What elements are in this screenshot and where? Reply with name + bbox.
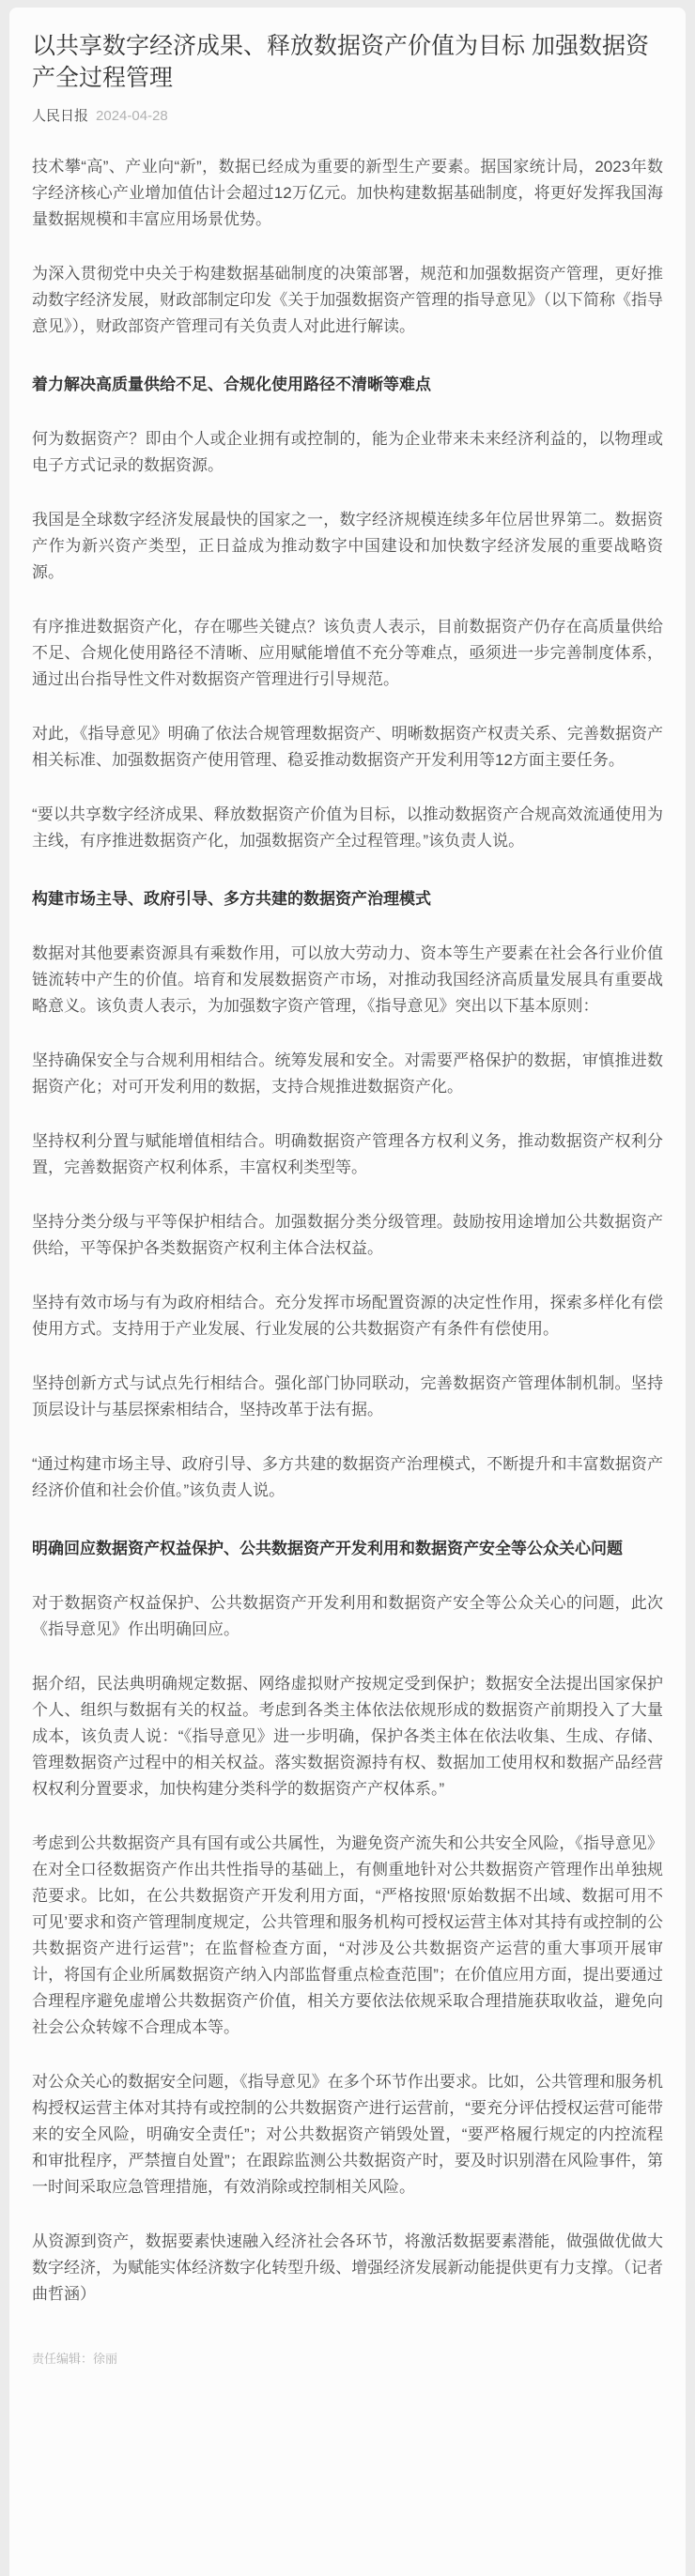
section-heading: 着力解决高质量供给不足、合规化使用路径不清晰等难点 xyxy=(32,376,431,393)
editor-label: 责任编辑： xyxy=(32,2352,94,2366)
paragraph: 我国是全球数字经济发展最快的国家之一，数字经济规模连续多年位居世界第二。数据资产作为新兴资产类型，正日益成为推动数字中国建设和加快数字经济发展的重要战略资源。 xyxy=(32,511,663,581)
editor-name: 徐丽 xyxy=(93,2352,118,2366)
paragraph: 坚持有效市场与有为政府相结合。充分发挥市场配置资源的决定性作用，探索多样化有偿使用方式。支持用于产业发展、行业发展的公共数据资产有条件有偿使用。 xyxy=(32,1294,663,1338)
paragraph: 坚持分类分级与平等保护相结合。加强数据分类分级管理。鼓励按用途增加公共数据资产供给，平等保护各类数据资产权利主体合法权益。 xyxy=(32,1213,663,1257)
paragraph: “要以共享数字经济成果、释放数据资产价值为目标，以推动数据资产合规高效流通使用为主线，有序推进数据资产化，加强数据资产全过程管理。”该负责人说。 xyxy=(32,805,663,850)
article-body xyxy=(32,154,663,2308)
article-source: 人民日报 xyxy=(32,108,89,124)
paragraph: 数据对其他要素资源具有乘数作用，可以放大劳动力、资本等生产要素在社会各行业价值链流转中产生的价值。培育和发展数据资产市场，对推动我国经济高质量发展具有重要战略意义。该负责人表示，为加强数字资产管理，《指导意见》突出以下基本原则： xyxy=(32,944,663,1015)
article-card xyxy=(9,8,686,2576)
paragraph: 对此，《指导意见》明确了依法合规管理数据资产、明晰数据资产权责关系、完善数据资产相关标准、加强数据资产使用管理、稳妥推动数据资产开发利用等12方面主要任务。 xyxy=(32,725,663,769)
paragraph: 坚持确保安全与合规利用相结合。统筹发展和安全。对需要严格保护的数据，审慎推进数据资产化；对可开发利用的数据，支持合规推进数据资产化。 xyxy=(32,1051,663,1096)
paragraph: 坚持权利分置与赋能增值相结合。明确数据资产管理各方权利义务，推动数据资产权利分置，完善数据资产权利体系，丰富权利类型等。 xyxy=(32,1132,663,1176)
paragraph: 有序推进数据资产化，存在哪些关键点？该负责人表示，目前数据资产仍存在高质量供给不足、合规化使用路径不清晰、应用赋能增值不充分等难点，亟须进一步完善制度体系，通过出台指导性文件对数据资产管理进行引导规范。 xyxy=(32,618,663,688)
paragraph: “通过构建市场主导、政府引导、多方共建的数据资产治理模式，不断提升和丰富数据资产经济价值和社会价值。”该负责人说。 xyxy=(32,1455,663,1499)
paragraph: 从资源到资产，数据要素快速融入经济社会各环节，将激活数据要素潜能，做强做优做大数字经济，为赋能实体经济数字化转型升级、增强经济发展新动能提供更有力支撑。（记者曲哲涵） xyxy=(32,2232,663,2303)
paragraph: 何为数据资产？即由个人或企业拥有或控制的，能为企业带来未来经济利益的，以物理或电子方式记录的数据资源。 xyxy=(32,430,663,474)
paragraph: 考虑到公共数据资产具有国有或公共属性，为避免资产流失和公共安全风险，《指导意见》在对全口径数据资产作出共性指导的基础上，有侧重地针对公共数据资产管理作出单独规范要求。比如，在公共数据资产开发利用方面，“严格按照‘原始数据不出域、数据可用不可见’要求和资产管理制度规定，公共管理和服务机构可授权运营主体对其持有或控制的公共数据资产进行运营”；在监督检查方面，“对涉及公共数据资产运营的重大事项开展审计，将国有企业所属数据资产纳入内部监督重点检查范围”；在价值应用方面，提出要通过合理程序避免虚增公共数据资产价值，相关方要依法依规采取合理措施获取收益，避免向社会公众转嫁不合理成本等。 xyxy=(32,1834,663,2036)
section-heading: 明确回应数据资产权益保护、公共数据资产开发利用和数据资产安全等公众关心问题 xyxy=(32,1540,623,1557)
paragraph: 对于数据资产权益保护、公共数据资产开发利用和数据资产安全等公众关心的问题，此次《指导意见》作出明确回应。 xyxy=(32,1594,663,1638)
article-title: 以共享数字经济成果、释放数据资产价值为目标 加强数据资产全过程管理 xyxy=(32,33,649,91)
article-date: 2024-04-28 xyxy=(96,108,168,124)
paragraph: 为深入贯彻党中央关于构建数据基础制度的决策部署，规范和加强数据资产管理，更好推动数字经济发展，财政部制定印发《关于加强数据资产管理的指导意见》（以下简称《指导意见》），财政部资产管理司有关负责人对此进行解读。 xyxy=(32,265,663,335)
paragraph: 对公众关心的数据安全问题，《指导意见》在多个环节作出要求。比如，公共管理和服务机构授权运营主体对其持有或控制的公共数据资产进行运营前，“要充分评估授权运营可能带来的安全风险，明确安全责任”；对公共数据资产销毁处置，“要严格履行规定的内控流程和审批程序，严禁擅自处置”；在跟踪监测公共数据资产时，要及时识别潜在风险事件，第一时间采取应急管理措施，有效消除或控制相关风险。 xyxy=(32,2073,663,2196)
section-heading: 构建市场主导、政府引导、多方共建的数据资产治理模式 xyxy=(32,890,431,908)
article-meta xyxy=(32,106,663,126)
paragraph: 技术攀“高”、产业向“新”，数据已经成为重要的新型生产要素。据国家统计局，2023年数字经济核心产业增加值估计会超过12万亿元。加快构建数据基础制度，将更好发挥我国海量数据规模和丰富应用场景优势。 xyxy=(32,158,663,228)
paragraph: 坚持创新方式与试点先行相结合。强化部门协同联动，完善数据资产管理体制机制。坚持顶层设计与基层探索相结合，坚持改革于法有据。 xyxy=(32,1374,663,1418)
paragraph: 据介绍，民法典明确规定数据、网络虚拟财产按规定受到保护；数据安全法提出国家保护个人、组织与数据有关的权益。考虑到各类主体依法依规形成的数据资产前期投入了大量成本，该负责人说：“《指导意见》进一步明确，保护各类主体在依法收集、生成、存储、管理数据资产过程中的相关权益。落实数据资源持有权、数据加工使用权和数据产品经营权权利分置要求，加快构建分类科学的数据资产产权体系。” xyxy=(32,1675,663,1798)
article-footer xyxy=(32,2351,663,2368)
